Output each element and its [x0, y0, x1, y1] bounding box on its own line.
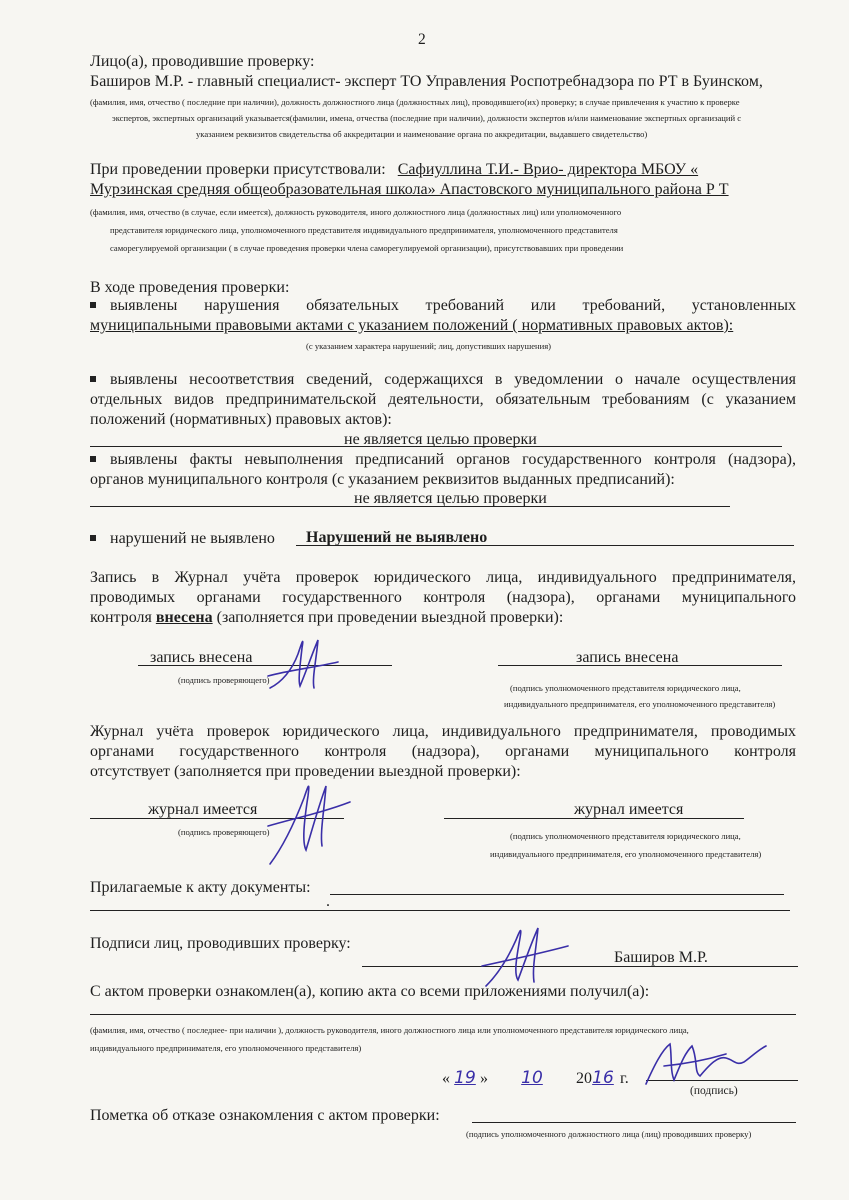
bullet-icon	[90, 376, 96, 382]
date-month: 10	[521, 1068, 543, 1088]
journal-absent-line-3: отсутствует (заполняется при проведении выездной проверки):	[90, 763, 521, 780]
journal-entry-right-value: запись внесена	[576, 649, 679, 666]
bullet-icon	[90, 302, 96, 308]
signatures-label: Подписи лиц, проводивших проверку:	[90, 935, 351, 952]
refusal-note: (подпись уполномоченного должностного лица (лиц) проводивших проверку)	[466, 1129, 752, 1139]
inspector-signature-1	[262, 632, 342, 702]
attachments-underline-2	[90, 910, 790, 911]
journal-absent-right-note-1: (подпись уполномоченного представителя юридического лица,	[510, 831, 741, 841]
results-heading: В ходе проведения проверки:	[90, 279, 290, 296]
signatures-name: Баширов М.Р.	[614, 949, 708, 966]
result-item-3-value: не является целью проверки	[354, 490, 547, 507]
journal-entry-line-2: проводимых органами государственного контроля (надзора), органами муниципального	[90, 589, 796, 606]
present-value-2: Мурзинская средняя общеобразовательная школа» Апастовского муниципального района Р Т	[90, 181, 729, 198]
attachments-label: Прилагаемые к акту документы:	[90, 879, 311, 896]
inspectors-note-3: указанием реквизитов свидетельства об аккредитации и наименование органа по аккредитации, выдавшего свидетельство)	[196, 129, 648, 139]
attachments-dot: .	[326, 893, 330, 910]
result-item-4-label: нарушений не выявлено	[110, 530, 275, 547]
representative-signature	[640, 1036, 770, 1092]
result-item-1-line-2: муниципальными правовыми актами с указанием положений ( нормативных правовых актов):	[90, 317, 734, 334]
result-item-1-note: (с указанием характера нарушений; лиц, допустивших нарушения)	[306, 341, 552, 351]
result-item-1-line-1	[90, 296, 796, 316]
journal-absent-line-1: Журнал учёта проверок юридического лица, индивидуального предпринимателя, проводимых	[90, 723, 796, 740]
journal-absent-left-note: (подпись проверяющего)	[178, 827, 270, 837]
journal-entry-left-value: запись внесена	[150, 649, 253, 666]
journal-absent-left-value: журнал имеется	[148, 801, 258, 818]
result-item-3-text: выявлены факты невыполнения предписаний органов государственного контроля (надзора),	[110, 451, 796, 468]
bullet-icon	[90, 535, 96, 541]
acquainted-underline	[90, 1014, 796, 1015]
result-item-4-value: Нарушений не выявлено	[306, 529, 488, 546]
journal-absent-right-note-2: индивидуального предпринимателя, его уполномоченного представителя)	[490, 849, 762, 859]
result-item-2-line-3: положений (нормативных) правовых актов):	[90, 411, 392, 428]
page-number: 2	[418, 31, 426, 48]
result-item-2-line-2: отдельных видов предпринимательской деятельности, обязательным требованиям (с указанием	[90, 391, 796, 408]
date-year-suffix: 16	[592, 1068, 614, 1088]
result-item-3-line-1	[90, 450, 796, 470]
journal-entry-line-1: Запись в Журнал учёта проверок юридического лица, индивидуального предпринимателя,	[90, 569, 796, 586]
result-item-2-value: не является целью проверки	[344, 431, 537, 448]
inspectors-name-line: Баширов М.Р. - главный специалист- эксперт ТО Управления Роспотребнадзора по РТ в Буинском,	[90, 73, 763, 90]
present-note-3: саморегулируемой организации ( в случае проведения проверки члена саморегулируемой организации), присутствовавших при проведении	[110, 243, 624, 253]
journal-absent-line-2: органами государственного контроля (надзора), органами муниципального контроля	[90, 743, 796, 760]
date-year-prefix: 20	[576, 1070, 592, 1087]
result-item-2-text: выявлены несоответствия сведений, содержащихся в уведомлении о начале осуществления	[110, 371, 796, 388]
attachments-underline-1	[330, 894, 784, 895]
journal-absent-right-value: журнал имеется	[574, 801, 684, 818]
bullet-icon	[90, 456, 96, 462]
refusal-label: Пометка об отказе ознакомления с актом проверки:	[90, 1107, 440, 1124]
inspectors-heading: Лицо(а), проводившие проверку:	[90, 53, 315, 70]
present-label	[90, 160, 698, 180]
journal-entry-line-3-a: контроля	[90, 609, 152, 626]
acquainted-note-1: (фамилия, имя, отчество ( последнее- при наличии ), должность руководителя, иного должностного лица или уполномоченного представителя юридического лица,	[90, 1025, 689, 1035]
journal-entry-left-note: (подпись проверяющего)	[178, 675, 270, 685]
result-item-1-text: выявлены нарушения обязательных требований или требований, установленных	[110, 297, 796, 314]
present-label-text: При проведении проверки присутствовали:	[90, 161, 386, 178]
present-note-1: (фамилия, имя, отчество (в случае, если имеется), должность руководителя, иного должностного лица (должностных лиц) или уполномоченного	[90, 207, 622, 217]
date-open-quote: «	[442, 1070, 450, 1087]
acquainted-date	[442, 1068, 629, 1089]
signatures-underline	[362, 966, 798, 967]
result-item-2-line-1	[90, 370, 796, 390]
journal-entry-line-3	[90, 608, 563, 628]
date-day: 19	[454, 1068, 476, 1088]
date-g: г.	[620, 1070, 629, 1087]
journal-entry-line-3-c: (заполняется при проведении выездной проверки):	[216, 609, 564, 626]
inspectors-note-2: экспертов, экспертных организаций указывается(фамилии, имена, отчества (последние при наличии), должности экспертов и/или наименование экспертных организаций с	[112, 113, 742, 123]
result-item-3-line-2: органов муниципального контроля (с указанием реквизитов выданных предписаний):	[90, 471, 675, 488]
acquainted-note-2: индивидуального предпринимателя, его уполномоченного представителя)	[90, 1043, 362, 1053]
date-close-quote: »	[480, 1070, 488, 1087]
present-value-1: Сафиуллина Т.И.- Врио- директора МБОУ «	[397, 161, 699, 178]
journal-entry-right-note-2: индивидуального предпринимателя, его уполномоченного представителя)	[504, 699, 776, 709]
refusal-underline	[472, 1122, 796, 1123]
inspector-signature-2	[264, 776, 354, 872]
acquainted-sign-note: (подпись)	[690, 1085, 738, 1097]
journal-entry-right-note-1: (подпись уполномоченного представителя юридического лица,	[510, 683, 741, 693]
journal-entry-status: внесена	[155, 609, 213, 626]
inspectors-note-1: (фамилия, имя, отчество ( последние при наличии), должность должностного лица (должностных лиц), проводившего(их) проверку; в случае привлечения к участию к проверке	[90, 97, 740, 107]
result-item-4	[90, 529, 275, 549]
present-note-2: представителя юридического лица, уполномоченного представителя индивидуального предпринимателя, уполномоченного представителя	[110, 225, 618, 235]
acquainted-label: С актом проверки ознакомлен(а), копию акта со всеми приложениями получил(а):	[90, 983, 650, 1000]
